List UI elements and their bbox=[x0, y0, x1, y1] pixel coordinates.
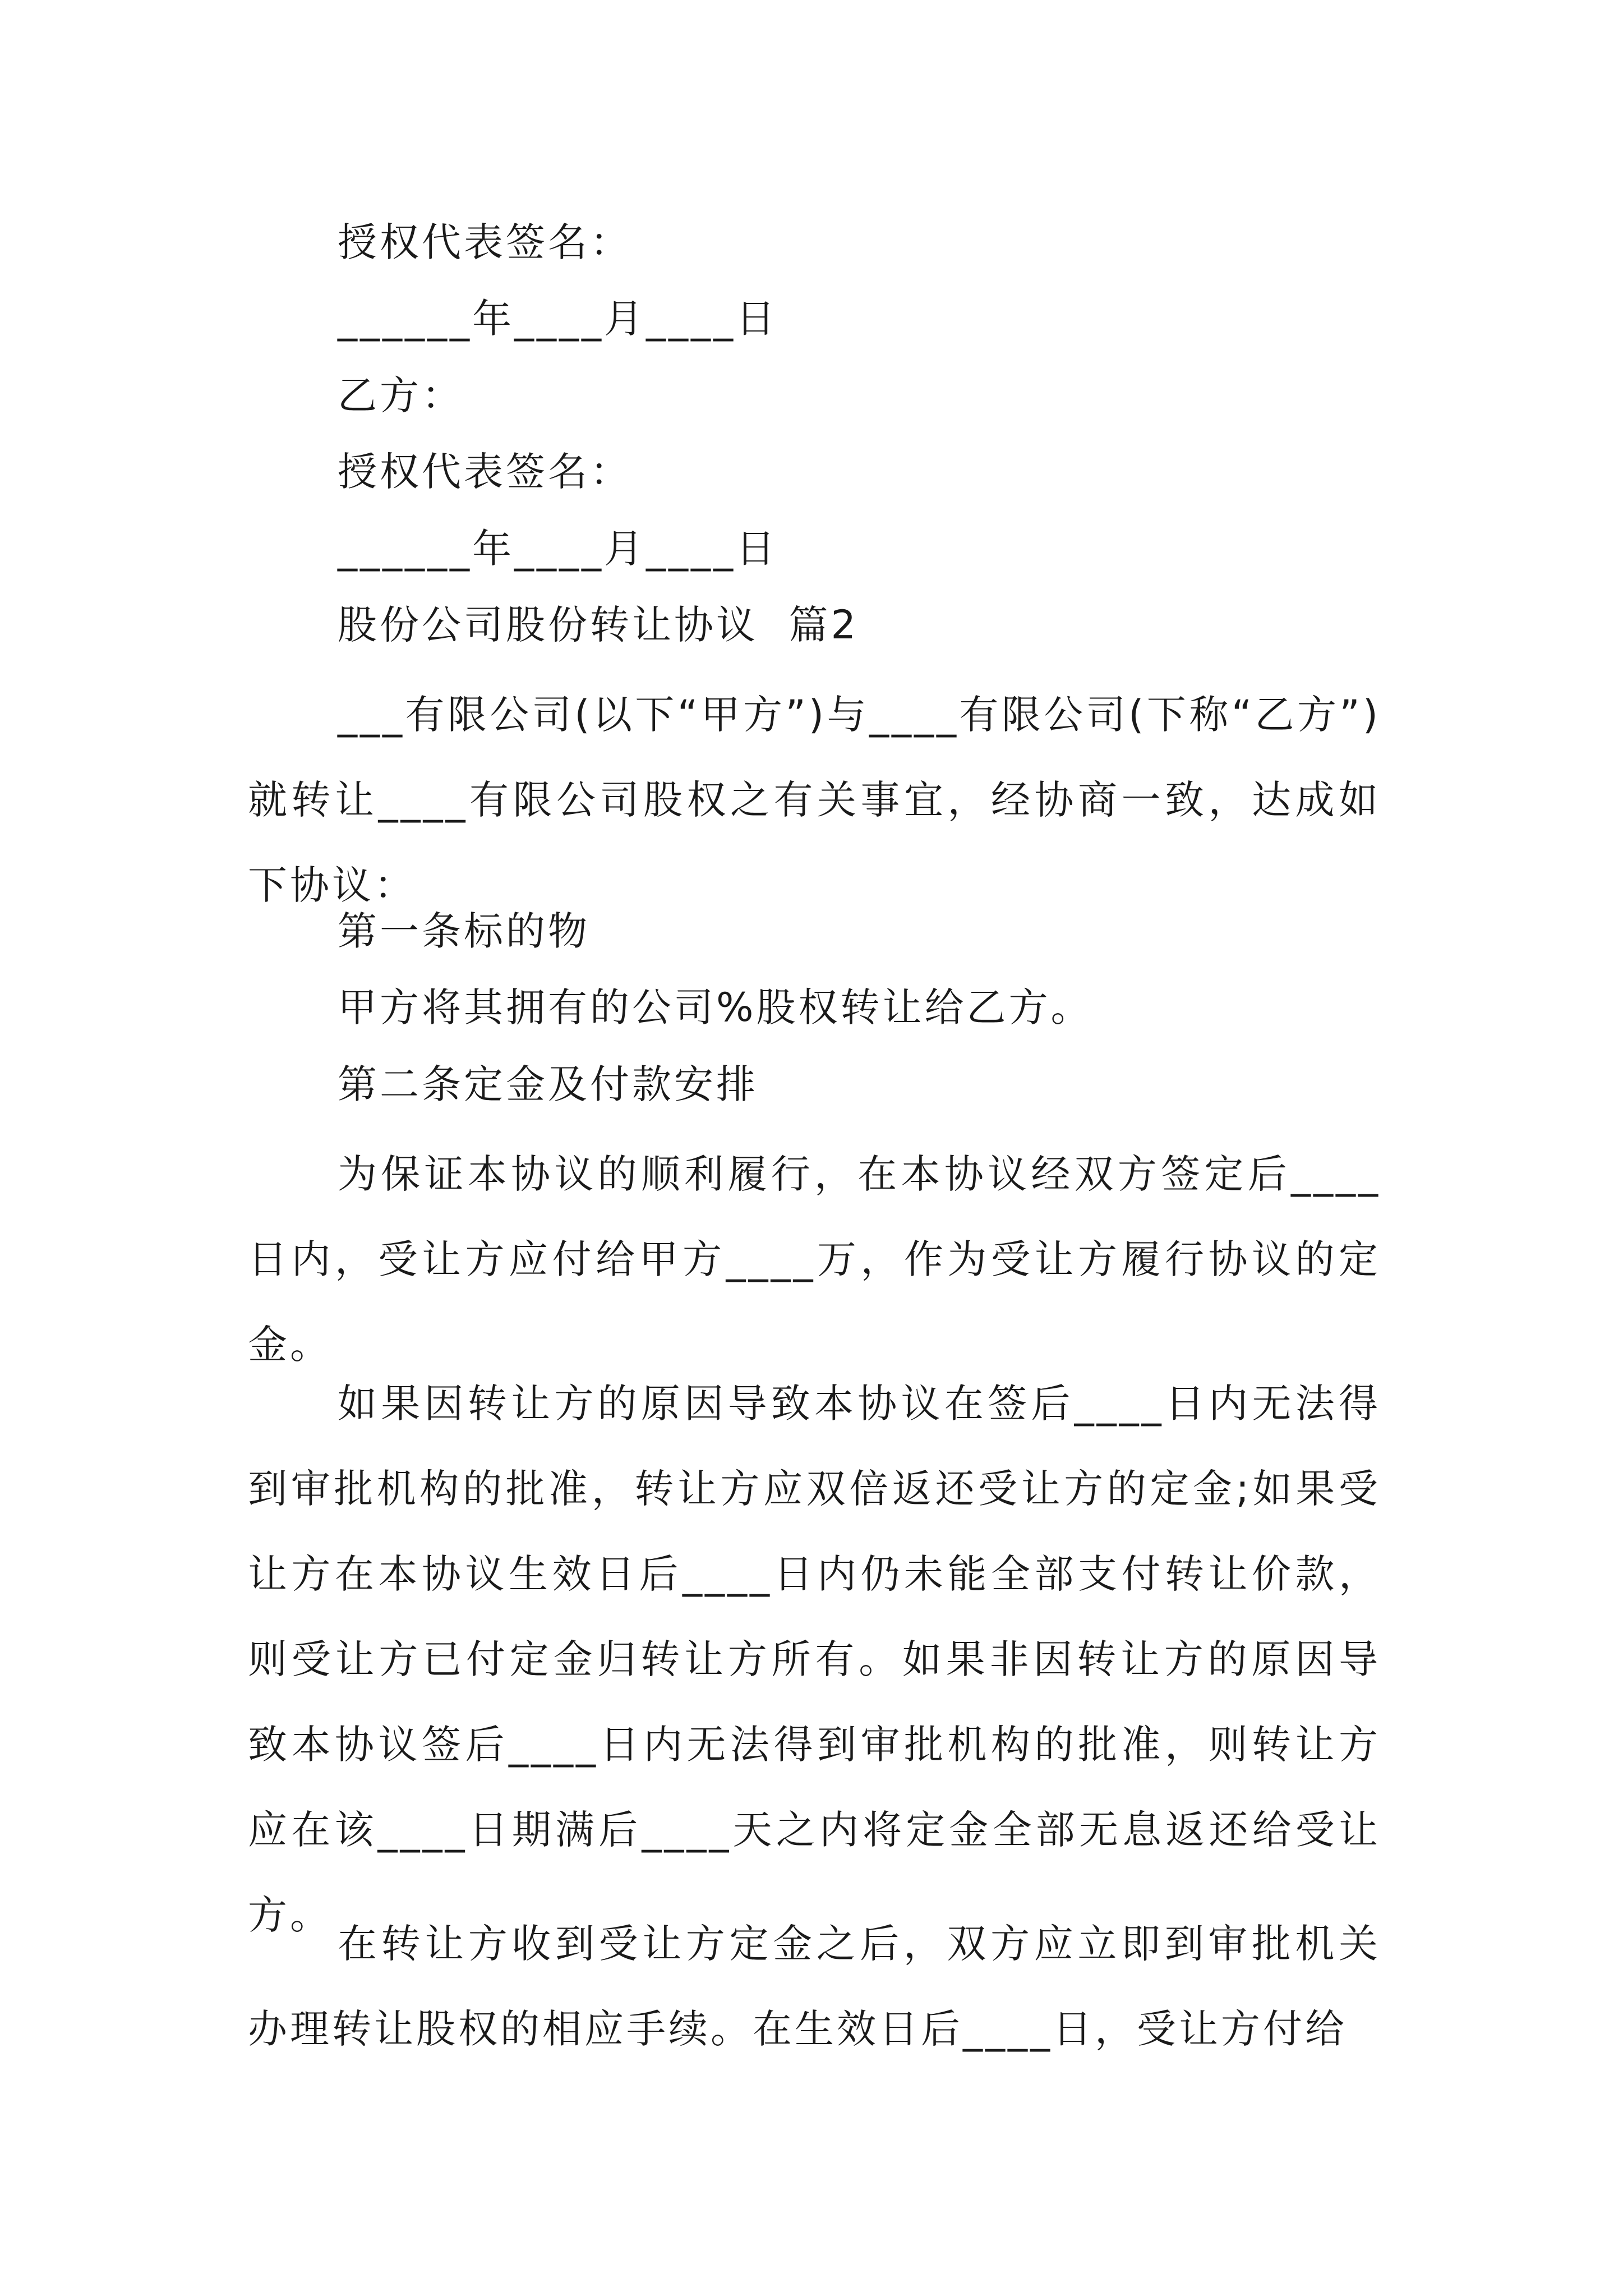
article-2-title: 第二条定金及付款安排 bbox=[338, 1061, 758, 1107]
intro-paragraph: ___有限公司(以下“甲方”)与____有限公司(下称“乙方”)就转让____有限公司股权之有关事宜，经协商一致，达成如下协议： bbox=[248, 692, 1381, 908]
article-1-text: 甲方将其拥有的公司%股权转让给乙方。 bbox=[338, 984, 1093, 1030]
party-b-label: 乙方： bbox=[338, 372, 464, 418]
party-a-signature-label: 授权代表签名： bbox=[338, 219, 632, 265]
article-1-title: 第一条标的物 bbox=[338, 908, 590, 954]
article-2-paragraph-2: 如果因转让方的原因导致本协议在签后____日内无法得到审批机构的批准，转让方应双倍返还受让方的定金;如果受让方在本协议生效日后____日内仍未能全部支付转让价款，则受让方已付定金归转让方所有。如果非因转让方的原因导致本协议签后____日内无法得到审批机构的批准，则转让方应在该____日期满后____天之内将定金全部无息返还给受让方。 bbox=[248, 1381, 1381, 1938]
party-a-date-line: ______年____月____日 bbox=[338, 296, 778, 342]
article-2-paragraph-1: 为保证本协议的顺利履行，在本协议经双方签定后____日内，受让方应付给甲方____万，作为受让方履行协议的定金。 bbox=[248, 1151, 1381, 1368]
party-b-date-line: ______年____月____日 bbox=[338, 526, 778, 572]
party-b-signature-label: 授权代表签名： bbox=[338, 449, 632, 495]
section-title: 股份公司股份转让协议 篇2 bbox=[338, 602, 859, 648]
article-2-paragraph-3: 在转让方收到受让方定金之后，双方应立即到审批机关办理转让股权的相应手续。在生效日后____日，受让方付给 bbox=[248, 1921, 1381, 2052]
